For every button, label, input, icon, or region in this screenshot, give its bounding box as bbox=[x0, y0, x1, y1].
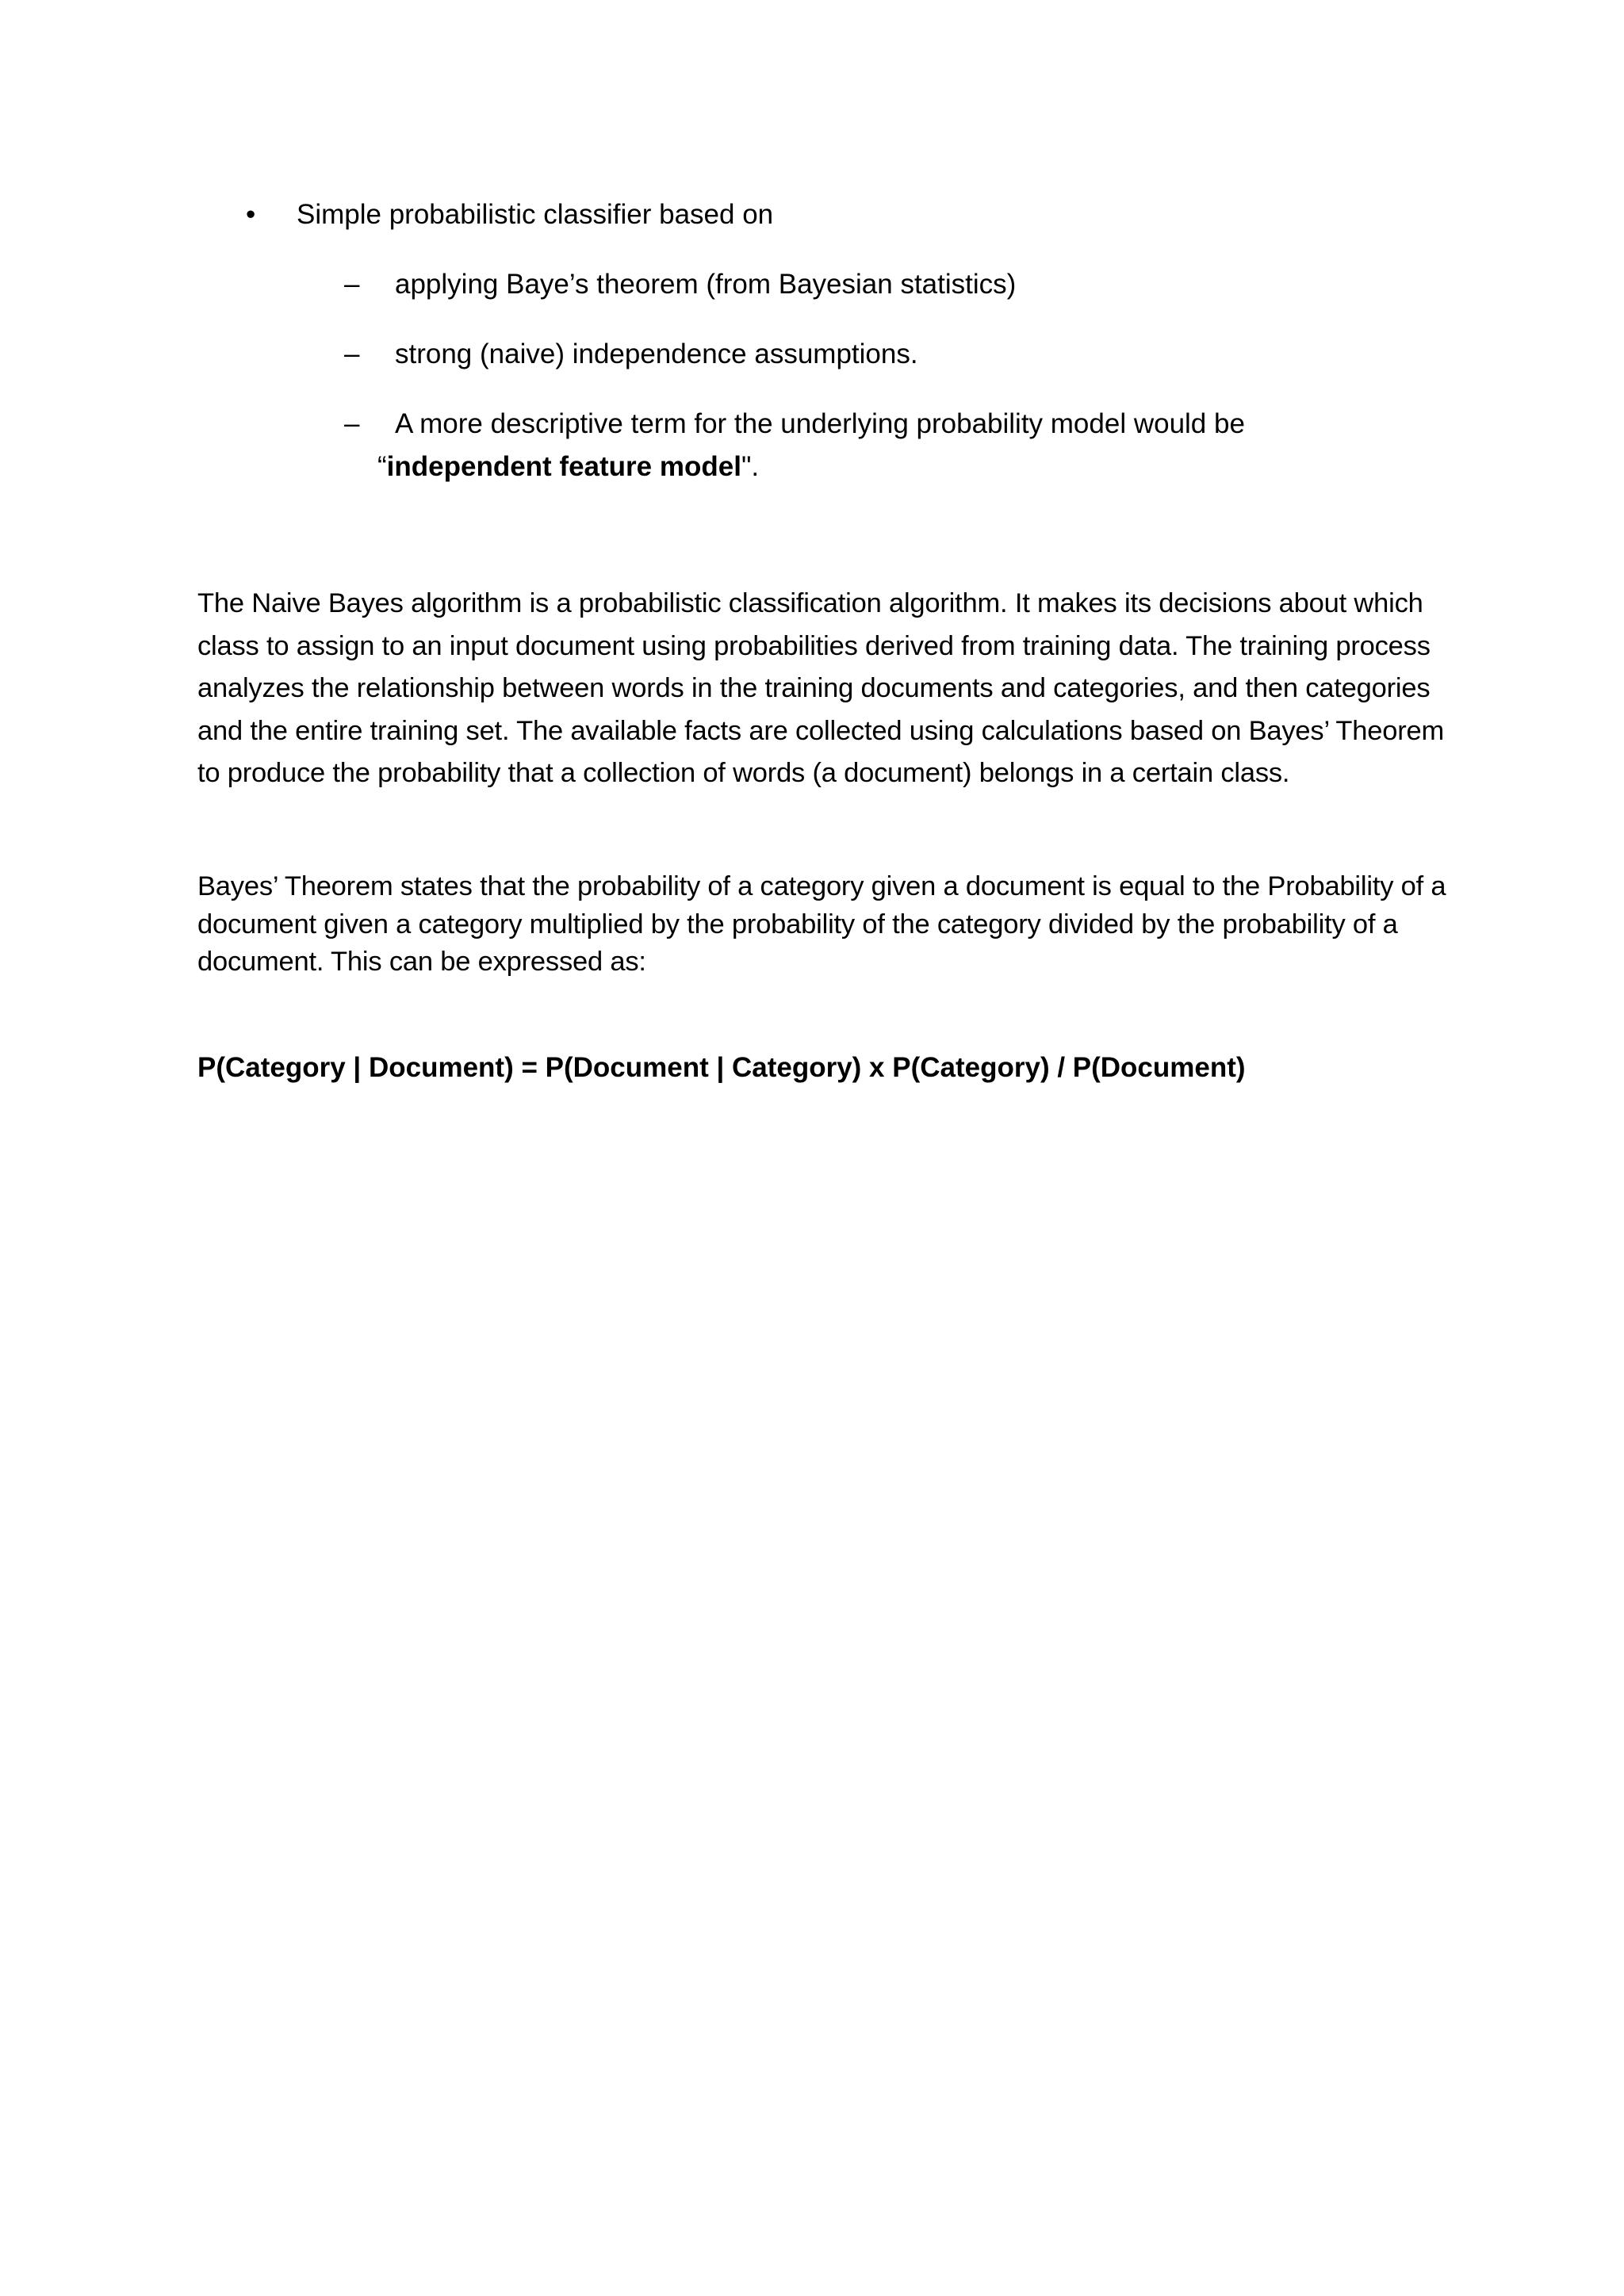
sub-bullet-1-text: applying Baye’s theorem (from Bayesian statistics) bbox=[395, 269, 1017, 300]
paragraph-naive-bayes: The Naive Bayes algorithm is a probabilistic classification algorithm. It makes its decisions about which class to assign to an input document using probabilities derived from training data. The training process analyzes the relationship between words in the training documents and categories, and then categories and the entire training set. The available facts are collected using calculations based on Bayes’ Theorem to produce the probability that a collection of words (a document) belongs in a certain class. bbox=[197, 588, 1445, 788]
sub-bullet-marker: – bbox=[344, 339, 360, 369]
sub-bullet-3-continuation bbox=[377, 446, 759, 488]
bold-term: independent feature model bbox=[386, 451, 741, 482]
sub-bullet-marker: – bbox=[344, 408, 360, 439]
paragraph-bayes-theorem: Bayes’ Theorem states that the probability of a category given a document is equal to the Probability of a document given a category multiplied by the probability of the category divided by the probability of a document. This can be expressed as: bbox=[197, 871, 1446, 977]
sub-bullet-marker: – bbox=[344, 269, 360, 300]
open-quote: “ bbox=[377, 451, 387, 482]
sub-bullet-2-text: strong (naive) independence assumptions. bbox=[395, 339, 918, 369]
sub-bullet-3-text: A more descriptive term for the underlying probability model would be bbox=[395, 408, 1245, 439]
bullet-marker: • bbox=[246, 199, 256, 230]
bayes-formula: P(Category | Document) = P(Document | Category) x P(Category) / P(Document) bbox=[197, 1052, 1246, 1083]
bullet-main-text: Simple probabilistic classifier based on bbox=[297, 199, 774, 230]
close-quote: ". bbox=[741, 451, 760, 482]
